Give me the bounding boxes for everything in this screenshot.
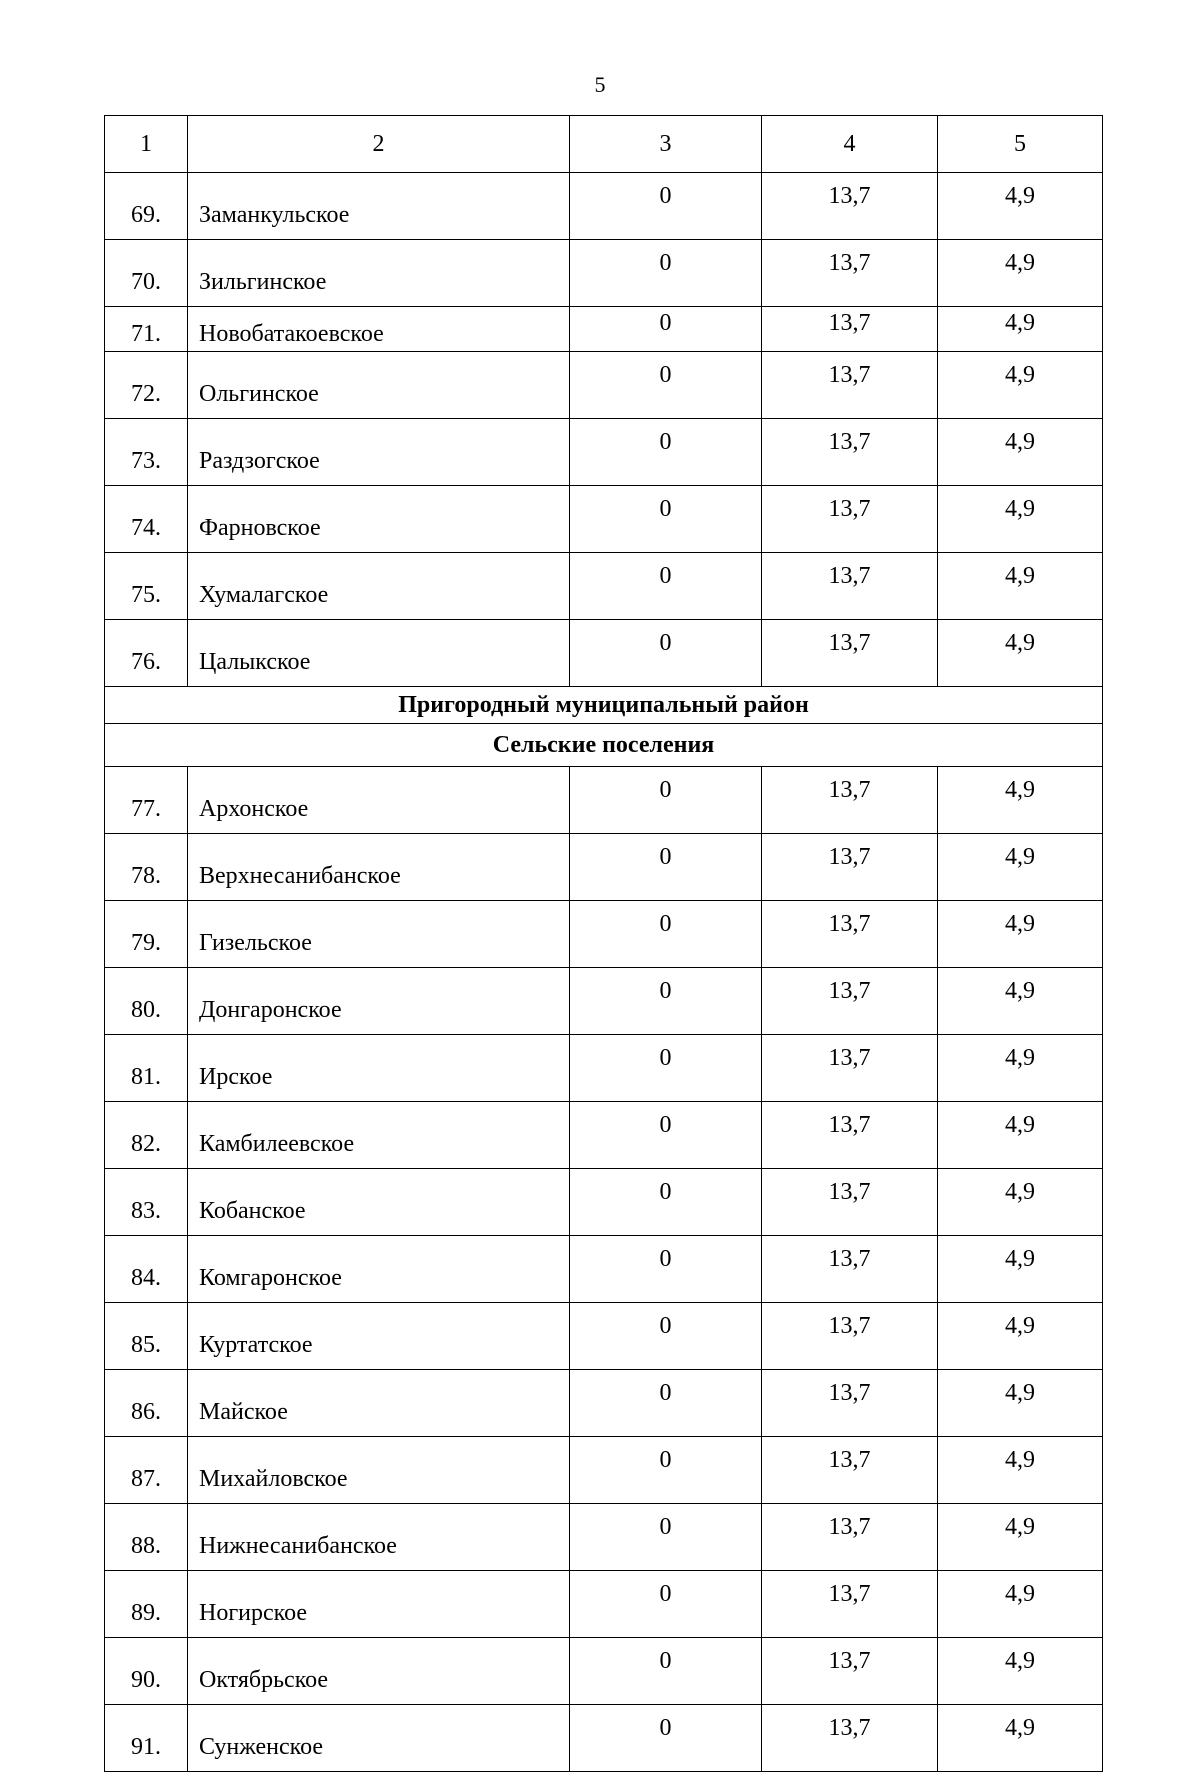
value-col3: 0	[570, 1705, 762, 1772]
value-col5: 4,9	[938, 620, 1103, 687]
row-number: 74.	[105, 486, 188, 553]
settlement-name: Донгаронское	[188, 968, 570, 1035]
table-row	[105, 901, 1103, 968]
value-col4: 13,7	[762, 1303, 938, 1370]
value-col3: 0	[570, 1437, 762, 1504]
value-col4: 13,7	[762, 1035, 938, 1102]
row-number: 70.	[105, 240, 188, 307]
row-number: 91.	[105, 1705, 188, 1772]
table-row	[105, 1303, 1103, 1370]
value-col5: 4,9	[938, 1102, 1103, 1169]
header-cell: 2	[188, 116, 570, 173]
table-row	[105, 834, 1103, 901]
settlement-name: Ногирское	[188, 1571, 570, 1638]
settlement-name: Фарновское	[188, 486, 570, 553]
row-number: 90.	[105, 1638, 188, 1705]
value-col4: 13,7	[762, 968, 938, 1035]
value-col5: 4,9	[938, 1035, 1103, 1102]
value-col5: 4,9	[938, 240, 1103, 307]
table-row	[105, 1504, 1103, 1571]
value-col4: 13,7	[762, 553, 938, 620]
value-col5: 4,9	[938, 968, 1103, 1035]
settlement-name: Зильгинское	[188, 240, 570, 307]
table-row	[105, 1638, 1103, 1705]
settlement-name: Нижнесанибанское	[188, 1504, 570, 1571]
row-number: 80.	[105, 968, 188, 1035]
row-number: 73.	[105, 419, 188, 486]
row-number: 83.	[105, 1169, 188, 1236]
value-col3: 0	[570, 240, 762, 307]
data-table	[104, 115, 1103, 1772]
table-row	[105, 620, 1103, 687]
value-col5: 4,9	[938, 767, 1103, 834]
value-col4: 13,7	[762, 901, 938, 968]
row-number: 71.	[105, 307, 188, 352]
value-col5: 4,9	[938, 419, 1103, 486]
row-number: 78.	[105, 834, 188, 901]
settlement-name: Заманкульское	[188, 173, 570, 240]
value-col5: 4,9	[938, 1169, 1103, 1236]
value-col4: 13,7	[762, 352, 938, 419]
settlement-name: Октябрьское	[188, 1638, 570, 1705]
value-col4: 13,7	[762, 1504, 938, 1571]
table-row	[105, 1102, 1103, 1169]
table-header-row	[105, 116, 1103, 173]
value-col4: 13,7	[762, 834, 938, 901]
table-row	[105, 352, 1103, 419]
row-number: 75.	[105, 553, 188, 620]
row-number: 82.	[105, 1102, 188, 1169]
value-col3: 0	[570, 901, 762, 968]
header-cell: 3	[570, 116, 762, 173]
value-col4: 13,7	[762, 1437, 938, 1504]
table-row	[105, 767, 1103, 834]
settlement-name: Архонское	[188, 767, 570, 834]
settlement-name: Кобанское	[188, 1169, 570, 1236]
value-col3: 0	[570, 352, 762, 419]
value-col5: 4,9	[938, 1236, 1103, 1303]
value-col4: 13,7	[762, 1370, 938, 1437]
value-col3: 0	[570, 307, 762, 352]
row-number: 84.	[105, 1236, 188, 1303]
settlement-name: Камбилеевское	[188, 1102, 570, 1169]
value-col3: 0	[570, 620, 762, 687]
header-cell: 4	[762, 116, 938, 173]
value-col3: 0	[570, 1102, 762, 1169]
settlement-name: Ольгинское	[188, 352, 570, 419]
table-row	[105, 307, 1103, 352]
value-col3: 0	[570, 1169, 762, 1236]
table-row	[105, 1035, 1103, 1102]
settlement-name: Цалыкское	[188, 620, 570, 687]
value-col3: 0	[570, 1370, 762, 1437]
row-number: 85.	[105, 1303, 188, 1370]
settlement-name: Раздзогское	[188, 419, 570, 486]
value-col5: 4,9	[938, 1303, 1103, 1370]
table-row	[105, 173, 1103, 240]
settlement-name: Хумалагское	[188, 553, 570, 620]
row-number: 89.	[105, 1571, 188, 1638]
value-col5: 4,9	[938, 173, 1103, 240]
settlement-name: Новобатакоевское	[188, 307, 570, 352]
value-col4: 13,7	[762, 240, 938, 307]
table-row	[105, 240, 1103, 307]
value-col5: 4,9	[938, 1705, 1103, 1772]
value-col3: 0	[570, 1638, 762, 1705]
value-col3: 0	[570, 767, 762, 834]
value-col4: 13,7	[762, 1102, 938, 1169]
settlement-name: Сунженское	[188, 1705, 570, 1772]
value-col5: 4,9	[938, 901, 1103, 968]
row-number: 88.	[105, 1504, 188, 1571]
section-subtitle: Сельские поселения	[105, 724, 1103, 767]
table-row	[105, 1437, 1103, 1504]
row-number: 87.	[105, 1437, 188, 1504]
value-col3: 0	[570, 1504, 762, 1571]
value-col4: 13,7	[762, 486, 938, 553]
table-row	[105, 968, 1103, 1035]
value-col4: 13,7	[762, 1638, 938, 1705]
row-number: 79.	[105, 901, 188, 968]
value-col5: 4,9	[938, 1638, 1103, 1705]
value-col4: 13,7	[762, 1236, 938, 1303]
row-number: 72.	[105, 352, 188, 419]
header-cell: 5	[938, 116, 1103, 173]
page-number: 5	[594, 72, 606, 97]
value-col4: 13,7	[762, 419, 938, 486]
table-row	[105, 1169, 1103, 1236]
value-col3: 0	[570, 486, 762, 553]
value-col3: 0	[570, 834, 762, 901]
value-col5: 4,9	[938, 834, 1103, 901]
section-subtitle-row	[105, 724, 1103, 767]
value-col5: 4,9	[938, 352, 1103, 419]
value-col5: 4,9	[938, 1437, 1103, 1504]
table-row	[105, 1571, 1103, 1638]
settlement-name: Верхнесанибанское	[188, 834, 570, 901]
value-col4: 13,7	[762, 173, 938, 240]
value-col4: 13,7	[762, 767, 938, 834]
value-col3: 0	[570, 1236, 762, 1303]
value-col5: 4,9	[938, 553, 1103, 620]
value-col4: 13,7	[762, 1705, 938, 1772]
value-col4: 13,7	[762, 1571, 938, 1638]
value-col4: 13,7	[762, 620, 938, 687]
section-title-row	[105, 687, 1103, 724]
row-number: 76.	[105, 620, 188, 687]
value-col5: 4,9	[938, 307, 1103, 352]
row-number: 86.	[105, 1370, 188, 1437]
value-col4: 13,7	[762, 307, 938, 352]
table-row	[105, 553, 1103, 620]
value-col3: 0	[570, 553, 762, 620]
value-col5: 4,9	[938, 1571, 1103, 1638]
value-col3: 0	[570, 968, 762, 1035]
settlement-name: Ирское	[188, 1035, 570, 1102]
value-col4: 13,7	[762, 1169, 938, 1236]
settlement-name: Майское	[188, 1370, 570, 1437]
value-col3: 0	[570, 1035, 762, 1102]
value-col3: 0	[570, 173, 762, 240]
settlement-name: Комгаронское	[188, 1236, 570, 1303]
value-col5: 4,9	[938, 1370, 1103, 1437]
value-col3: 0	[570, 1571, 762, 1638]
table-row	[105, 1236, 1103, 1303]
value-col5: 4,9	[938, 1504, 1103, 1571]
table-row	[105, 1370, 1103, 1437]
settlement-name: Михайловское	[188, 1437, 570, 1504]
table-row	[105, 419, 1103, 486]
section-title: Пригородный муниципальный район	[105, 687, 1103, 724]
value-col3: 0	[570, 1303, 762, 1370]
row-number: 69.	[105, 173, 188, 240]
value-col3: 0	[570, 419, 762, 486]
table-row	[105, 486, 1103, 553]
header-cell: 1	[105, 116, 188, 173]
row-number: 81.	[105, 1035, 188, 1102]
settlement-name: Куртатское	[188, 1303, 570, 1370]
row-number: 77.	[105, 767, 188, 834]
value-col5: 4,9	[938, 486, 1103, 553]
table-row	[105, 1705, 1103, 1772]
settlement-name: Гизельское	[188, 901, 570, 968]
